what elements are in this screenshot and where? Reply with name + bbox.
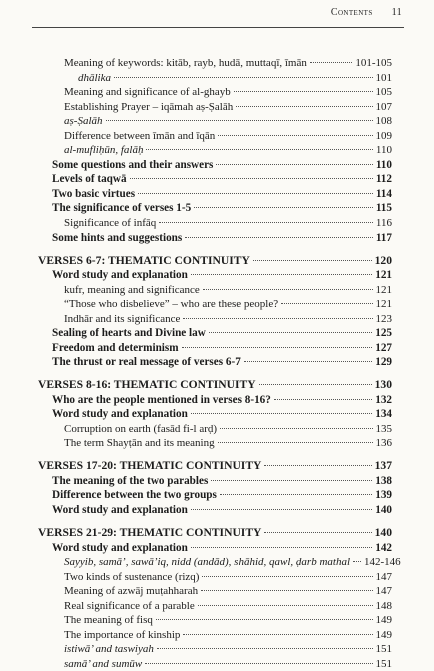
dot-leader: [114, 77, 373, 78]
toc-entry-title: Who are the people mentioned in verses 8-16?: [52, 393, 271, 406]
dot-leader: [274, 399, 372, 400]
dot-leader: [203, 289, 373, 290]
toc-entry-title: Sayyib, samā’, sawā’iq, nidd (andād), shāhid, qawl, ḍarb mathal: [64, 556, 350, 569]
toc-entry: [38, 231, 392, 246]
toc-entry: [38, 488, 392, 503]
toc-entry-title: aṣ-Ṣalāh: [64, 115, 103, 128]
toc-entry-page: 151: [375, 643, 392, 656]
dot-leader: [201, 590, 372, 591]
toc-entry-page: 101-105: [355, 57, 392, 69]
toc-entry: [38, 326, 392, 341]
toc-entry-page: 117: [375, 231, 392, 244]
dot-leader: [182, 347, 373, 348]
toc-entry: [38, 555, 401, 570]
dot-leader: [220, 494, 372, 495]
toc-entry-page: 140: [374, 525, 392, 539]
toc-entry: [38, 341, 392, 356]
toc-entry: [38, 143, 392, 158]
toc-entry-title: The significance of verses 1-5: [52, 202, 192, 215]
dot-leader: [211, 480, 372, 481]
toc-entry-title: Significance of infāq: [64, 217, 157, 230]
running-head-title: Contents: [330, 7, 373, 18]
toc-entry: [38, 129, 392, 144]
toc-entry-title: Word study and explanation: [52, 408, 188, 421]
dot-leader: [216, 164, 372, 165]
toc-entry-title: The importance of kinship: [64, 628, 181, 641]
toc-entry: [38, 628, 392, 643]
toc-section-heading: [38, 378, 392, 393]
toc-entry-page: 147: [375, 570, 392, 583]
toc-entry-title: “Those who disbelieve” – who are these people?: [64, 298, 279, 311]
dot-leader: [209, 332, 372, 333]
toc-entry: [38, 71, 392, 86]
toc-entry-title: VERSES 6-7: THEMATIC CONTINUITY: [38, 253, 250, 267]
toc-entry-title: VERSES 21-29: THEMATIC CONTINUITY: [38, 525, 262, 539]
toc-entry-page: 130: [374, 378, 392, 392]
toc-entry-page: 129: [375, 356, 392, 369]
dot-leader: [191, 413, 372, 414]
toc-entry-page: 132: [375, 393, 392, 406]
toc-entry-title: Freedom and determinism: [52, 341, 179, 354]
toc-entry: [38, 114, 392, 129]
toc-entry-title: Meaning and significance of al-ghayb: [64, 86, 231, 99]
dot-leader: [130, 178, 373, 179]
toc-entry-title: Meaning of azwāj muṭahharah: [64, 585, 199, 598]
toc-entry-title: Word study and explanation: [52, 269, 188, 282]
dot-leader: [138, 193, 373, 194]
toc-entry-title: kufr, meaning and significance: [64, 283, 200, 296]
toc-entry-page: 125: [375, 327, 392, 340]
toc-entry-title: Establishing Prayer – iqāmah aṣ-Ṣalāh: [64, 100, 234, 113]
toc-entry-title: Two kinds of sustenance (rizq): [64, 570, 200, 583]
toc-entry-page: 138: [375, 474, 392, 487]
toc-entry: [38, 599, 392, 614]
toc-entry-page: 149: [375, 628, 392, 641]
toc-entry-title: Corruption on earth (fasād fi-l arḍ): [64, 422, 218, 435]
toc-entry-title: VERSES 8-16: THEMATIC CONTINUITY: [38, 378, 256, 392]
toc-entry: [38, 85, 392, 100]
dot-leader: [234, 91, 373, 92]
toc-entry-page: 120: [374, 253, 392, 267]
toc-entry: [38, 297, 392, 312]
toc-entry-title: The thrust or real message of verses 6-7: [52, 356, 241, 369]
toc-entry-title: Some questions and their answers: [52, 158, 214, 171]
toc-entry-page: 142: [375, 541, 392, 554]
toc-section-heading: [38, 459, 392, 474]
toc-entry-page: 149: [375, 614, 392, 627]
toc-entry: [38, 187, 392, 202]
toc-entry: [38, 393, 392, 408]
toc-entry-page: 109: [375, 129, 392, 142]
toc-entry-page: 115: [375, 202, 392, 215]
toc-entry-page: 107: [375, 100, 392, 113]
toc-entry-page: 135: [375, 422, 392, 435]
toc-entry-page: 142-146: [364, 556, 401, 569]
toc-entry: [38, 216, 392, 231]
toc-entry: [38, 570, 392, 585]
toc-entry: [38, 436, 392, 451]
toc-entry-page: 147: [375, 585, 392, 598]
toc-entry-title: istiwā’ and taswiyah: [64, 643, 154, 656]
toc-entry-page: 105: [375, 86, 392, 99]
dot-leader: [218, 135, 372, 136]
toc-entry-title: Some hints and suggestions: [52, 231, 183, 244]
toc-entry-page: 112: [375, 173, 392, 186]
header-rule: [32, 27, 404, 28]
dot-leader: [159, 222, 373, 223]
toc-entry-page: 101: [375, 71, 392, 84]
dot-leader: [218, 442, 373, 443]
toc-entry: [38, 100, 392, 115]
toc-entry: [38, 474, 392, 489]
toc-entry-page: 121: [375, 269, 392, 282]
toc-section-heading: [38, 526, 392, 541]
dot-leader: [259, 384, 372, 385]
dot-leader: [191, 547, 372, 548]
toc-entry-page: 127: [375, 341, 392, 354]
dot-leader: [264, 465, 371, 466]
toc-entry: [38, 613, 392, 628]
toc-entry-title: Real significance of a parable: [64, 599, 195, 612]
toc-entry-title: dhālika: [78, 71, 111, 84]
toc-entry-title: The meaning of the two parables: [52, 474, 209, 487]
toc-entry-title: Word study and explanation: [52, 504, 188, 517]
toc-entry: [38, 172, 392, 187]
toc-entry-page: 108: [375, 115, 392, 128]
dot-leader: [191, 509, 372, 510]
toc-entry: [38, 283, 392, 298]
toc-entry-page: 134: [375, 408, 392, 421]
toc-entry: [38, 201, 392, 216]
toc-entry-title: al-mufliḥūn, falāḥ: [64, 144, 144, 157]
toc-entry-page: 151: [375, 657, 392, 670]
toc-entry: [38, 584, 392, 599]
toc-entry-page: 148: [375, 599, 392, 612]
toc-entry-page: 136: [375, 437, 392, 450]
dot-leader: [145, 663, 372, 664]
toc-entry: [38, 422, 392, 437]
dot-leader: [236, 106, 372, 107]
toc-entry: [38, 158, 392, 173]
dot-leader: [156, 619, 373, 620]
dot-leader: [310, 62, 352, 63]
toc-entry: [38, 312, 392, 327]
dot-leader: [194, 207, 373, 208]
toc-entry-title: Indhār and its significance: [64, 312, 181, 325]
toc-entry-title: Word study and explanation: [52, 541, 188, 554]
dot-leader: [244, 361, 372, 362]
toc-entry-page: 139: [375, 489, 392, 502]
running-head: [331, 7, 402, 18]
toc-entry: [38, 657, 392, 671]
toc-entry-page: 121: [375, 283, 392, 296]
dot-leader: [253, 260, 372, 261]
toc-entry-page: 110: [375, 144, 392, 157]
toc-entry-page: 123: [375, 312, 392, 325]
toc-entry-page: 114: [375, 187, 392, 200]
dot-leader: [191, 274, 372, 275]
toc-section-heading: [38, 254, 392, 269]
toc-entry: [38, 541, 392, 556]
dot-leader: [185, 237, 373, 238]
dot-leader: [281, 303, 372, 304]
table-of-contents: [38, 56, 401, 671]
toc-entry-page: 121: [375, 298, 392, 311]
toc-entry-title: Difference between īmān and īqān: [64, 129, 216, 142]
toc-entry-page: 140: [375, 504, 392, 517]
dot-leader: [146, 149, 372, 150]
toc-entry-title: Two basic virtues: [52, 187, 136, 200]
dot-leader: [157, 648, 373, 649]
page-number: 11: [391, 7, 402, 18]
toc-entry-page: 116: [375, 217, 392, 230]
toc-entry: [38, 503, 392, 518]
toc-entry-title: Sealing of hearts and Divine law: [52, 327, 206, 340]
toc-entry-title: samā’ and sumūw: [64, 657, 143, 670]
dot-leader: [183, 634, 372, 635]
toc-entry-title: The term Shayṭān and its meaning: [64, 437, 215, 450]
toc-entry: [38, 56, 392, 71]
toc-entry: [38, 268, 392, 283]
toc-entry-title: Levels of taqwā: [52, 173, 127, 186]
toc-entry-title: The meaning of fisq: [64, 614, 153, 627]
toc-entry-title: Difference between the two groups: [52, 489, 217, 502]
dot-leader: [220, 428, 372, 429]
toc-entry-title: VERSES 17-20: THEMATIC CONTINUITY: [38, 459, 262, 473]
dot-leader: [106, 120, 373, 121]
toc-entry: [38, 407, 392, 422]
dot-leader: [202, 576, 372, 577]
toc-entry-page: 137: [374, 459, 392, 473]
dot-leader: [183, 318, 372, 319]
dot-leader: [264, 532, 371, 533]
toc-entry: [38, 355, 392, 370]
toc-entry-title: Meaning of keywords: kitāb, rayb, hudā, muttaqī, īmān: [64, 57, 307, 69]
dot-leader: [198, 605, 373, 606]
dot-leader: [353, 561, 361, 562]
toc-entry-page: 110: [375, 158, 392, 171]
